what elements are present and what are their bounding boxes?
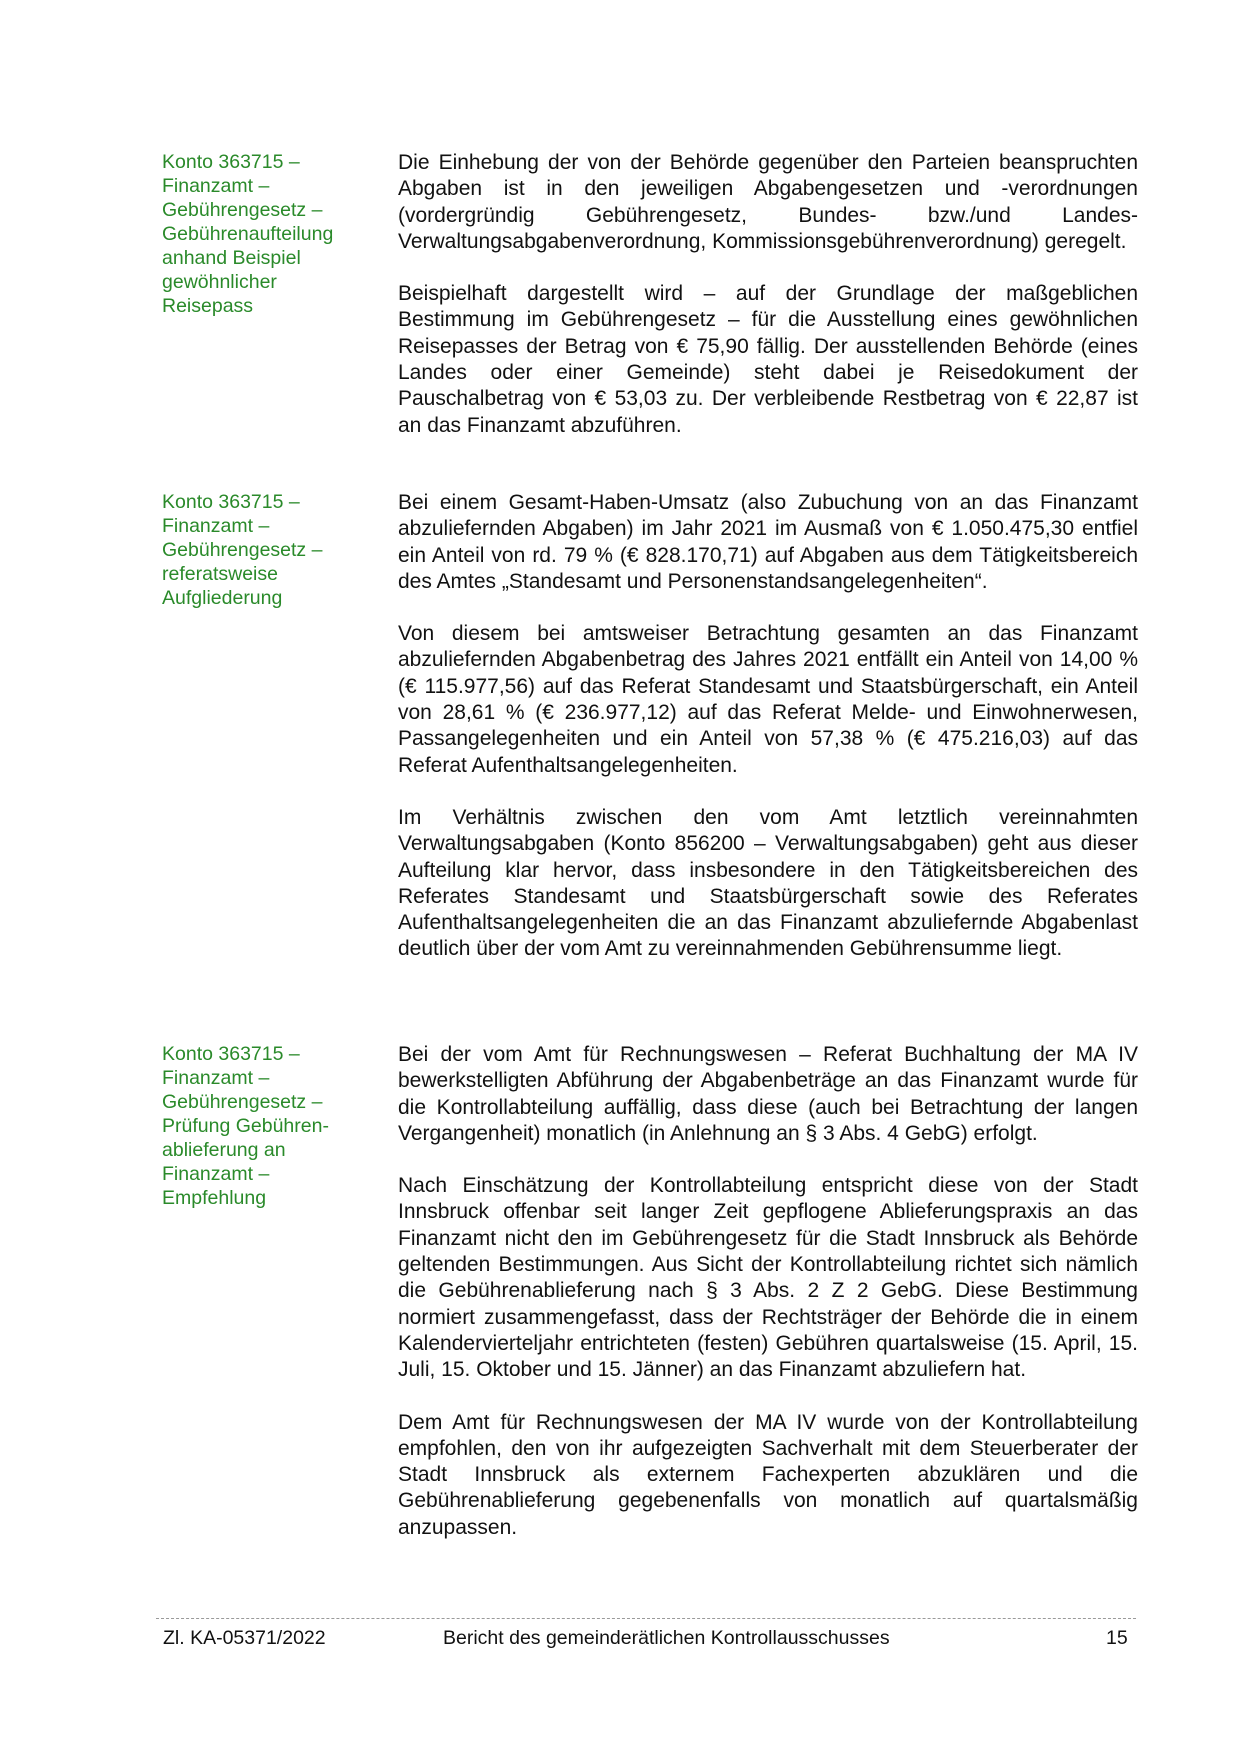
paragraph: Beispielhaft dargestellt wird – auf der Grundlage der maßgeblichen Bestimmung im Gebührengesetz – für die Ausstellung eines gewöhnlichen Reisepasses der Betrag von € 75,90 fällig. Der ausstellenden Behörde (eines Landes oder einer Gemeinde) steht dabei je Reisedokument der Pauschalbetrag von € 53,03 zu. Der verbleibende Restbetrag von € 22,87 ist an das Finanzamt abzuführen. xyxy=(398,282,1138,437)
paragraph: Dem Amt für Rechnungswesen der MA IV wurde von der Kontrollabteilung empfohlen, den von ihr aufgezeigten Sachverhalt mit dem Steuerberater der Stadt Innsbruck als externem Fachexperten abzuklären und die Gebührenablieferung gegebenenfalls von monatlich auf quartalsmäßig anzupassen. xyxy=(398,1410,1138,1539)
paragraph: Nach Einschätzung der Kontrollabteilung entspricht diese von der Stadt Innsbruck offenbar seit langer Zeit gepflogene Ablieferungspraxis an das Finanzamt nicht den im Gebührengesetz für die Stadt Innsbruck als Behörde geltenden Bestimmungen. Aus Sicht der Kontrollabteilung richtet sich nämlich die Gebührenablieferung nach § 3 Abs. 2 Z 2 GebG. Diese Bestimmung normiert zusammengefasst, dass der Rechtsträger der Behörde die in einem Kalendervierteljahr entrichteten (festen) Gebühren quartalsweise (15. April, 15. Juli, 15. Oktober und 15. Jänner) an das Finanzamt abzuliefern hat. xyxy=(398,1174,1138,1382)
section-body xyxy=(398,490,1138,989)
footer-title: Bericht des gemeinderätlichen Kontrollausschusses xyxy=(443,1627,890,1649)
paragraph: Die Einhebung der von der Behörde gegenüber den Parteien beanspruchten Abgaben ist in den jeweiligen Abgabengesetzen und -verordnungen (vordergründig Gebührengesetz, Bundes- bzw./und Landes-Verwaltungsabgabenverordnung, Kommissionsgebührenverordnung) geregelt. xyxy=(398,151,1138,253)
paragraph: Im Verhältnis zwischen den vom Amt letztlich vereinnahmten Verwaltungsabgaben (Konto 856200 – Verwaltungsabgaben) geht aus dieser Aufteilung klar hervor, dass insbesondere in den Tätigkeitsbereichen des Referates Standesamt und Staatsbürgerschaft sowie des Referates Aufenthaltsangelegenheiten die an das Finanzamt abzuliefernde Abgabenlast deutlich über der vom Amt zu vereinnahmenden Gebührensumme liegt. xyxy=(398,805,1138,961)
paragraph: Von diesem bei amtsweiser Betrachtung gesamten an das Finanzamt abzuliefernden Abgabenbetrag des Jahres 2021 entfällt ein Anteil von 14,00 % (€ 115.977,56) auf das Referat Standesamt und Staatsbürgerschaft, ein Anteil von 28,61 % (€ 236.977,12) auf das Referat Melde- und Einwohnerwesen, Passangelegenheiten und ein Anteil von 57,38 % (€ 475.216,03) auf das Referat Aufenthaltsangelegenheiten. xyxy=(398,622,1138,777)
footer-divider xyxy=(156,1618,1136,1619)
margin-note: Konto 363715 – Finanzamt – Gebührengesetz – Gebührenaufteilung anhand Beispiel gewöhnlicher Reisepass xyxy=(162,151,334,317)
footer-reference: Zl. KA-05371/2022 xyxy=(163,1627,326,1649)
section-body xyxy=(398,1042,1138,1567)
page-number: 15 xyxy=(1106,1627,1128,1649)
paragraph: Bei einem Gesamt-Haben-Umsatz (also Zubuchung von an das Finanzamt abzuliefernden Abgaben) im Jahr 2021 im Ausmaß von € 1.050.475,30 entfiel ein Anteil von rd. 79 % (€ 828.170,71) auf Abgaben aus dem Tätigkeitsbereich des Amtes „Standesamt und Personenstandsangelegenheiten“. xyxy=(398,491,1138,593)
section-body xyxy=(398,150,1138,465)
paragraph: Bei der vom Amt für Rechnungswesen – Referat Buchhaltung der MA IV bewerkstelligten Abführung der Abgabenbeträge an das Finanzamt wurde für die Kontrollabteilung auffällig, dass diese (auch bei Betrachtung der langen Vergangenheit) monatlich (in Anlehnung an § 3 Abs. 4 GebG) erfolgt. xyxy=(398,1043,1138,1145)
margin-note: Konto 363715 – Finanzamt – Gebührengesetz – referatsweise Aufgliederung xyxy=(162,491,323,609)
margin-note: Konto 363715 – Finanzamt – Gebührengesetz – Prüfung Gebühren- ablieferung an Finanzamt – Empfehlung xyxy=(162,1043,329,1209)
